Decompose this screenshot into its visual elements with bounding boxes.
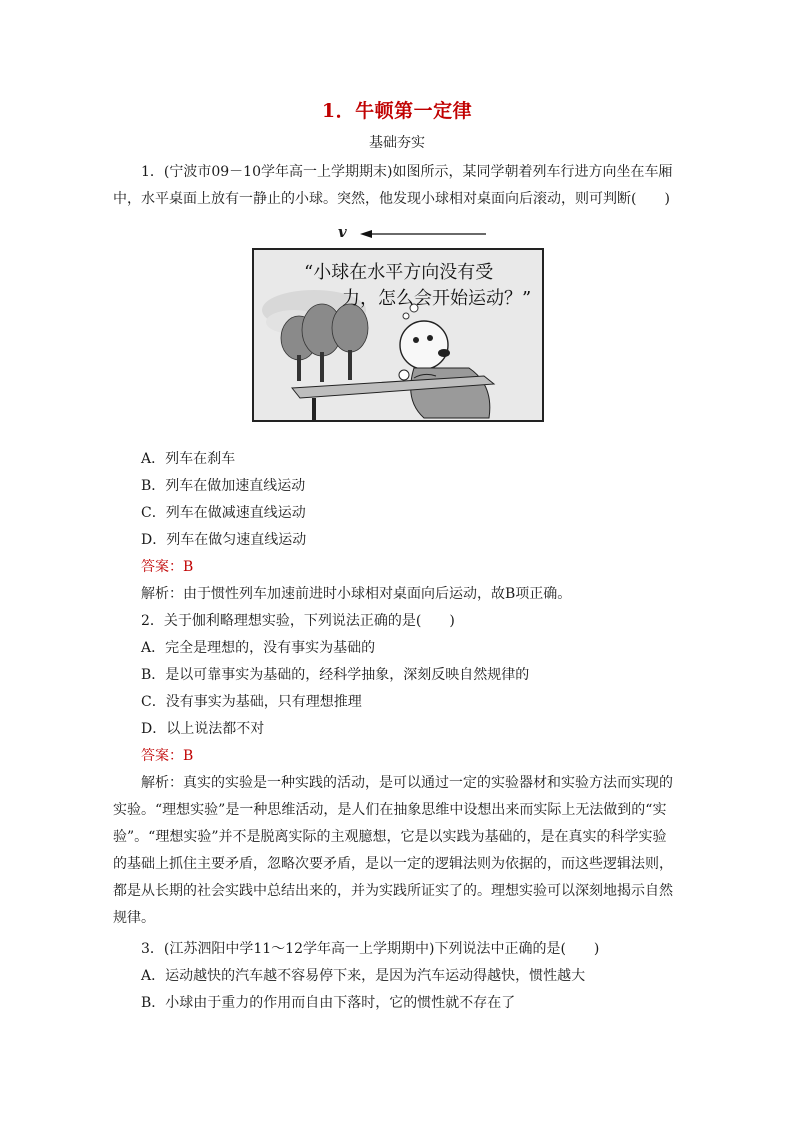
section-subtitle: 基础夯实 (369, 135, 425, 151)
q2-analysis-line6: 规律。 (113, 910, 155, 926)
q1-analysis: 解析：由于惯性列车加速前进时小球相对桌面向后运动，故B项正确。 (141, 586, 572, 602)
q3-stem: 3．(江苏泗阳中学11～12学年高一上学期期中)下列说法中正确的是( ) (141, 941, 600, 957)
q2-option-b: B．是以可靠事实为基础的，经科学抽象，深刻反映自然规律的 (141, 667, 530, 683)
q2-analysis-line2: 实验。“理想实验”是一种思维活动，是人们在抽象思维中设想出来而实际上无法做到的“实 (113, 802, 667, 818)
section-title: 1．牛顿第一定律 (321, 100, 473, 122)
q2-option-a: A．完全是理想的，没有事实为基础的 (141, 640, 376, 656)
q2-analysis-line5: 都是从长期的社会实践中总结出来的，并为实践所证实了的。理想实验可以深刻地揭示自然 (113, 883, 673, 899)
quote-line1: “小球在水平方向没有受 (304, 262, 494, 283)
q1-option-d: D．列车在做匀速直线运动 (141, 532, 307, 548)
cartoon-illustration (252, 248, 544, 422)
velocity-indicator (338, 223, 498, 242)
thought-quote (304, 260, 531, 312)
q3-option-a: A．运动越快的汽车越不容易停下来，是因为汽车运动得越快，惯性越大 (141, 968, 586, 984)
q3-option-b: B．小球由于重力的作用而自由下落时，它的惯性就不存在了 (141, 995, 516, 1011)
q1-option-a: A．列车在刹车 (141, 451, 236, 467)
q2-option-d: D．以上说法都不对 (141, 721, 265, 737)
q2-analysis-line3: 验”。“理想实验”并不是脱离实际的主观臆想，它是以实践为基础的，是在真实的科学实验 (113, 829, 667, 845)
q1-figure (252, 222, 544, 422)
quote-line2: 力，怎么会开始运动？” (342, 288, 532, 309)
q1-option-b: B．列车在做加速直线运动 (141, 478, 306, 494)
q2-option-c: C．没有事实为基础，只有理想推理 (141, 694, 362, 710)
q1-stem-line1: 1．(宁波市09－10学年高一上学期期末)如图所示，某同学朝着列车行进方向坐在车厢 (141, 164, 673, 180)
q2-stem: 2．关于伽利略理想实验，下列说法正确的是( ) (141, 613, 455, 629)
q1-answer: 答案：B (141, 559, 194, 575)
q2-answer: 答案：B (141, 748, 194, 764)
left-arrow-icon (360, 228, 488, 240)
q2-analysis-line4: 的基础上抓住主要矛盾，忽略次要矛盾，是以一定的逻辑法则为依据的，而这些逻辑法则， (113, 856, 673, 872)
q1-option-c: C．列车在做减速直线运动 (141, 505, 306, 521)
velocity-label: v (338, 223, 347, 241)
q2-analysis-line1: 解析：真实的实验是一种实践的活动，是可以通过一定的实验器材和实验方法而实现的 (141, 775, 673, 791)
q1-stem-line2: 中，水平桌面上放有一静止的小球。突然，他发现小球相对桌面向后滚动，则可判断( ) (113, 191, 670, 207)
